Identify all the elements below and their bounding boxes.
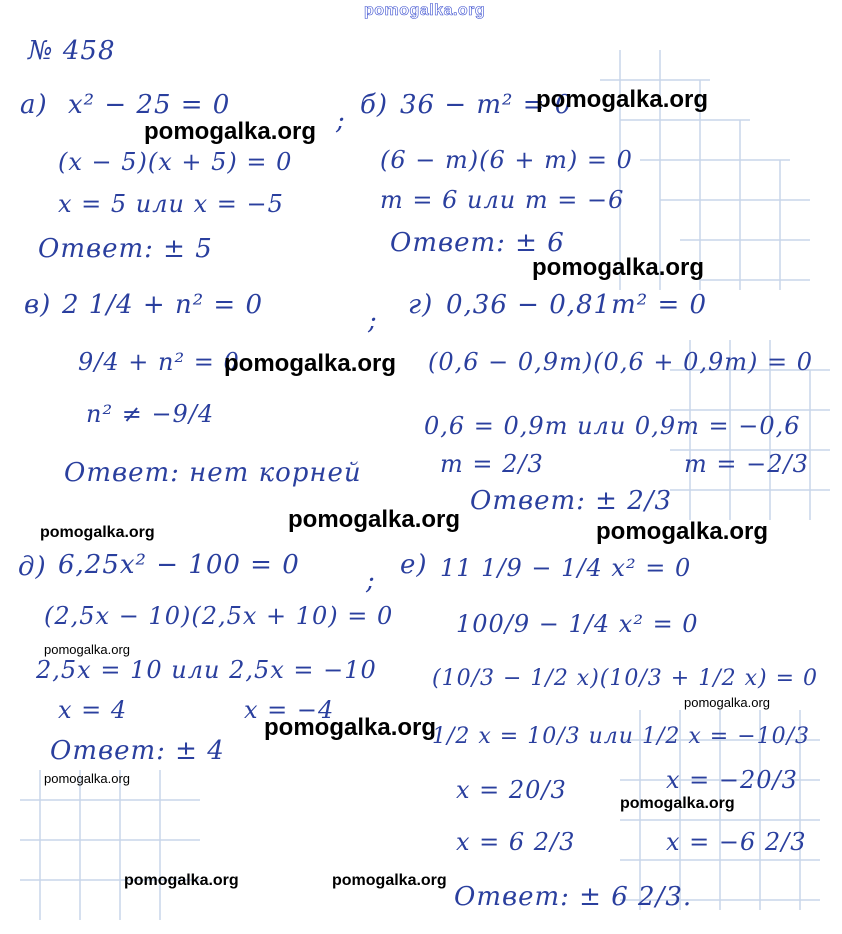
part-g-step1: (0,6 − 0,9m)(0,6 + 0,9m) = 0: [428, 348, 814, 376]
part-b-step1: (6 − m)(6 + m) = 0: [380, 146, 633, 174]
site-watermark: pomogalka.org: [144, 118, 317, 145]
part-e-step4b: x = −20/3: [666, 766, 798, 794]
part-a-step2: x = 5 или x = −5: [58, 190, 284, 218]
part-v-label: в): [24, 290, 52, 320]
part-g-step3b: m = −2/3: [684, 450, 809, 478]
part-d-equation: 6,25x² − 100 = 0: [58, 550, 300, 580]
part-d-step2: 2,5x = 10 или 2,5x = −10: [36, 656, 377, 684]
part-a-label: а): [20, 90, 48, 120]
site-watermark: pomogalka.org: [264, 714, 437, 741]
part-v-answer: Ответ: нет корней: [64, 458, 362, 488]
part-b-equation: 36 − m² = 0: [400, 90, 573, 120]
part-v-equation: 2 1/4 + n² = 0: [62, 290, 263, 320]
part-e-answer: Ответ: ± 6 2/3.: [454, 882, 693, 912]
part-g-step2: 0,6 = 0,9m или 0,9m = −0,6: [424, 412, 801, 440]
part-e-equation: 11 1/9 − 1/4 x² = 0: [440, 554, 692, 582]
part-b-step2: m = 6 или m = −6: [380, 186, 625, 214]
part-a-separator: ;: [336, 106, 346, 136]
part-a-step1: (x − 5)(x + 5) = 0: [58, 148, 293, 176]
problem-number: № 458: [28, 36, 116, 66]
site-watermark: pomogalka.org: [124, 872, 239, 889]
part-g-answer: Ответ: ± 2/3: [470, 486, 673, 516]
part-a-equation: x² − 25 = 0: [68, 90, 231, 120]
part-g-label: г): [408, 290, 434, 320]
part-d-answer: Ответ: ± 4: [50, 736, 225, 766]
site-watermark: pomogalka.org: [684, 695, 770, 710]
site-watermark: pomogalka.org: [332, 872, 447, 889]
part-e-step2: (10/3 − 1/2 x)(10/3 + 1/2 x) = 0: [432, 666, 819, 691]
site-watermark: pomogalka.org: [288, 506, 461, 533]
part-v-step1: 9/4 + n² = 0: [78, 348, 240, 376]
part-d-label: д): [18, 552, 47, 582]
site-watermark: pomogalka.org: [620, 795, 735, 812]
part-d-step1: (2,5x − 10)(2,5x + 10) = 0: [44, 602, 394, 630]
part-g-equation: 0,36 − 0,81m² = 0: [446, 290, 708, 320]
part-d-separator: ;: [366, 566, 376, 596]
site-watermark-top: pomogalka.org: [364, 2, 486, 19]
part-v-step2: n² ≠ −9/4: [86, 400, 215, 428]
part-d-step3a: x = 4: [58, 696, 128, 724]
site-watermark: pomogalka.org: [44, 642, 130, 657]
part-e-label: е): [400, 550, 428, 580]
part-d-step3b: x = −4: [244, 696, 335, 724]
part-e-step4a: x = 20/3: [456, 776, 567, 804]
part-e-step5b: x = −6 2/3: [666, 828, 807, 856]
part-e-step1: 100/9 − 1/4 x² = 0: [456, 610, 699, 638]
part-e-step3: 1/2 x = 10/3 или 1/2 x = −10/3: [432, 724, 811, 749]
site-watermark: pomogalka.org: [224, 350, 397, 377]
part-g-step3a: m = 2/3: [440, 450, 544, 478]
site-watermark: pomogalka.org: [532, 254, 705, 281]
site-watermark: pomogalka.org: [40, 524, 155, 541]
part-v-separator: ;: [368, 306, 378, 336]
part-b-answer: Ответ: ± 6: [390, 228, 565, 258]
site-watermark: pomogalka.org: [44, 771, 130, 786]
part-a-answer: Ответ: ± 5: [38, 234, 213, 264]
part-e-step5a: x = 6 2/3: [456, 828, 576, 856]
site-watermark: pomogalka.org: [596, 518, 769, 545]
site-watermark: pomogalka.org: [536, 86, 709, 113]
part-b-label: б): [360, 90, 389, 120]
